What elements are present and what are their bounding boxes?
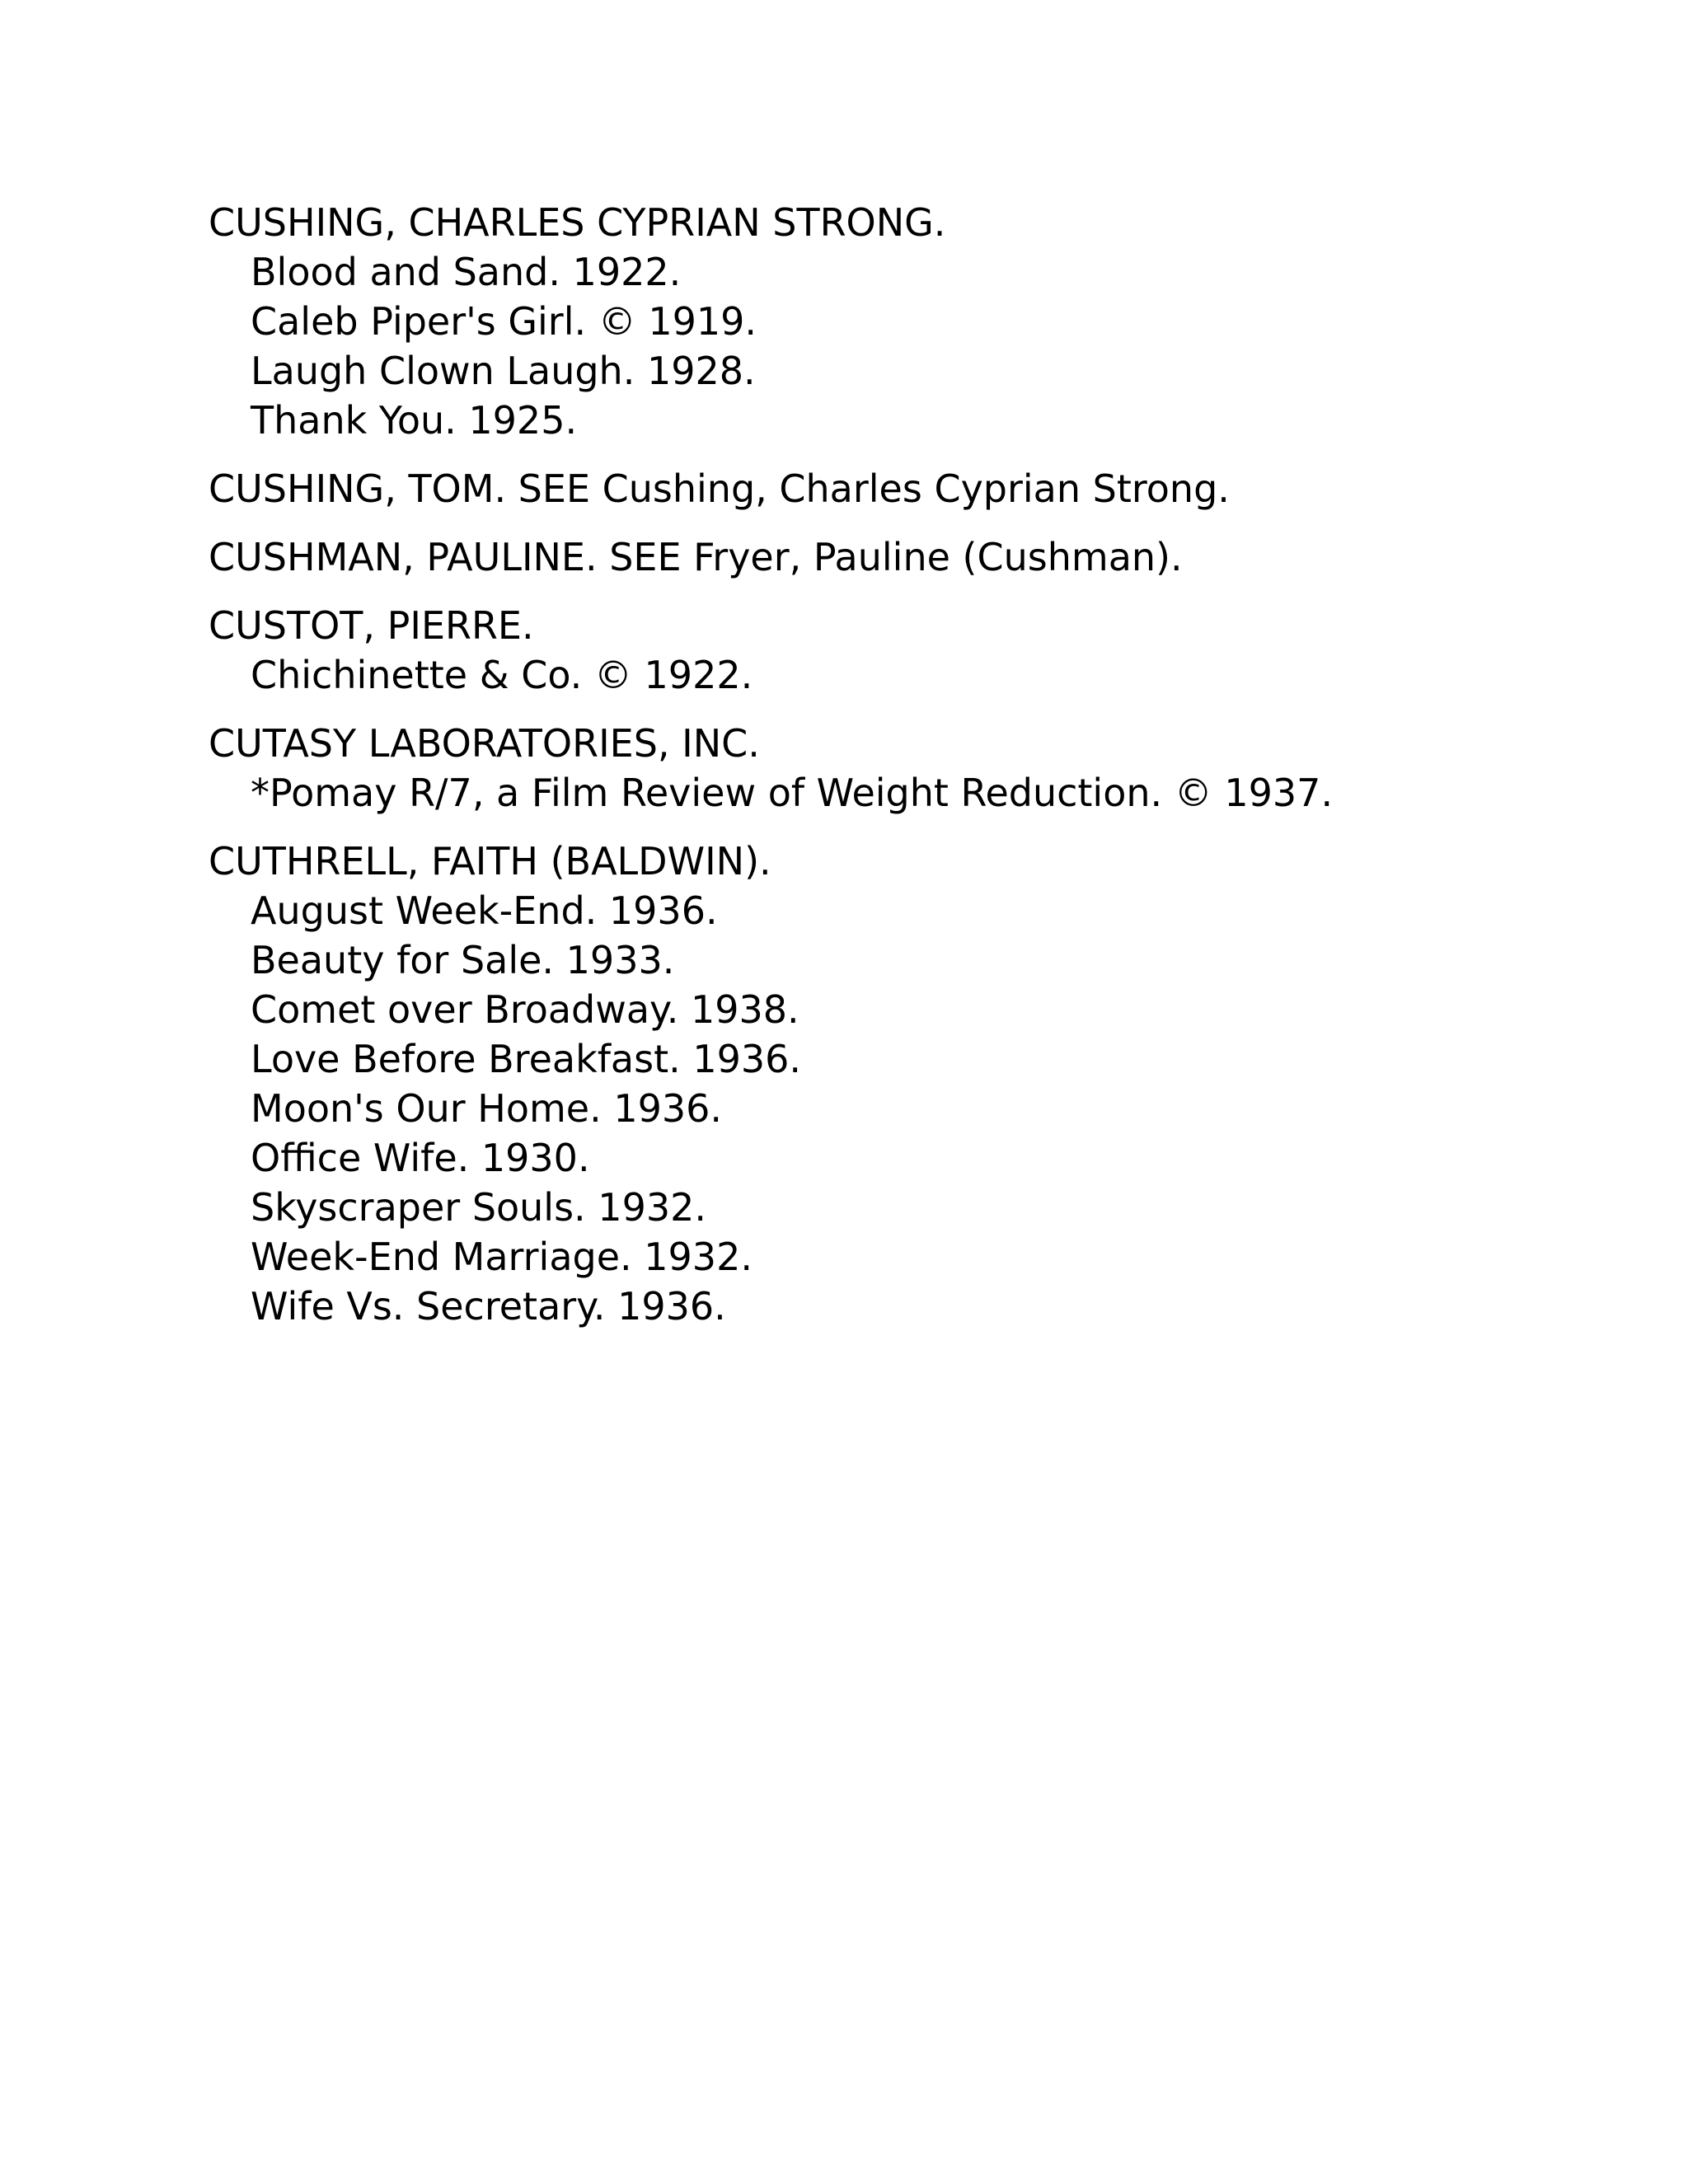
catalog-entry-cushing-tom [209, 464, 1610, 513]
catalog-entry-cutasy-laboratories [209, 719, 1610, 818]
work-item: Blood and Sand. 1922. [251, 250, 682, 294]
entry-heading: CUSHMAN, PAULINE. SEE Fryer, Pauline (Cushman). [209, 535, 1183, 579]
entry-heading: CUSHING, CHARLES CYPRIAN STRONG. [209, 200, 946, 245]
work-item: Laugh Clown Laugh. 1928. [251, 349, 756, 393]
works-list [209, 886, 1610, 1331]
catalog-entry-cushman-pauline [209, 532, 1610, 582]
catalog-entry-custot-pierre [209, 601, 1610, 700]
work-item: *Pomay R/7, a Film Review of Weight Reduction. © 1937. [251, 771, 1334, 815]
catalog-entry-cuthrell-faith [209, 837, 1610, 1331]
work-item: Wife Vs. Secretary. 1936. [251, 1284, 726, 1329]
works-list [209, 247, 1610, 445]
work-item: Chichinette & Co. © 1922. [251, 653, 753, 697]
catalog-entry-cushing-charles [209, 198, 1610, 445]
work-item: Moon's Our Home. 1936. [251, 1086, 723, 1131]
work-item: Comet over Broadway. 1938. [251, 987, 799, 1032]
works-list [209, 768, 1610, 818]
work-item: Office Wife. 1930. [251, 1136, 590, 1180]
work-item: Caleb Piper's Girl. © 1919. [251, 299, 757, 344]
work-item: August Week-End. 1936. [251, 888, 718, 933]
work-item: Thank You. 1925. [251, 398, 578, 443]
entry-heading: CUTHRELL, FAITH (BALDWIN). [209, 839, 771, 883]
catalog-page [209, 198, 1610, 1350]
work-item: Beauty for Sale. 1933. [251, 938, 675, 982]
works-list [209, 650, 1610, 700]
work-item: Week-End Marriage. 1932. [251, 1235, 753, 1279]
entry-heading: CUSTOT, PIERRE. [209, 603, 534, 648]
entry-heading: CUTASY LABORATORIES, INC. [209, 721, 760, 766]
work-item: Skyscraper Souls. 1932. [251, 1185, 706, 1230]
entry-heading: CUSHING, TOM. SEE Cushing, Charles Cyprian Strong. [209, 466, 1230, 511]
work-item: Love Before Breakfast. 1936. [251, 1037, 802, 1081]
